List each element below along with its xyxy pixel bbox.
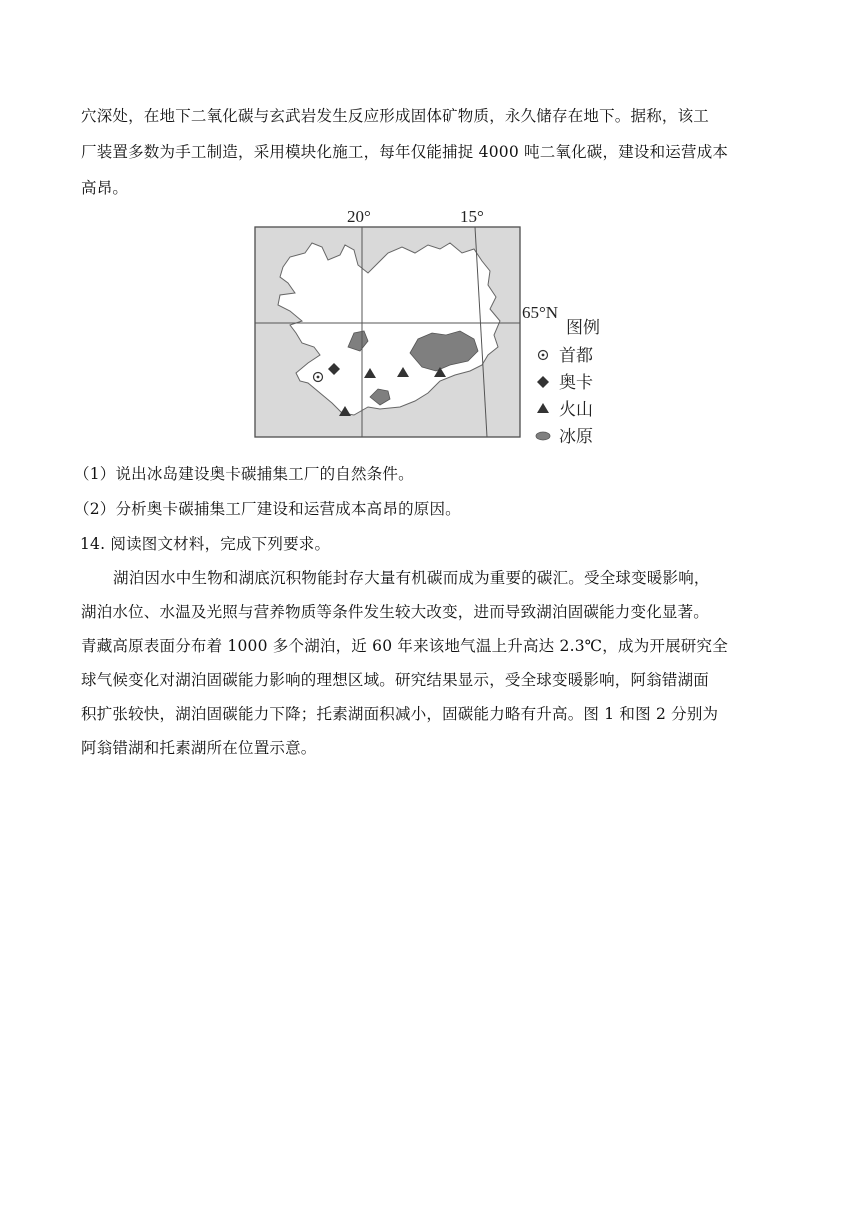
legend-item-volcano: [537, 400, 593, 420]
lat-label-65: 65°N: [522, 303, 559, 322]
lon-label-20: 20°: [347, 207, 371, 226]
q14-line: 青藏高原表面分布着 1000 多个湖泊，近 60 年来该地气温上升高达 2.3℃，成为开展研究全: [81, 637, 728, 655]
paragraph-line: 高昂。: [81, 179, 129, 197]
glacier-icon: [536, 432, 550, 440]
paragraph-line: 厂装置多数为手工制造，采用模块化施工，每年仅能捕捉 4000 吨二氧化碳，建设和运营成本: [81, 143, 729, 161]
legend-label: 首都: [559, 346, 593, 366]
q14-line: 阿翁错湖和托素湖所在位置示意。: [81, 739, 317, 757]
diamond-icon: [537, 376, 549, 388]
paragraph-line: 穴深处，在地下二氧化碳与玄武岩发生反应形成固体矿物质，永久储存在地下。据称，该工: [81, 107, 710, 125]
legend-item-oka: [537, 373, 593, 393]
q14-line: 积扩张较快，湖泊固碳能力下降；托素湖面积减小，固碳能力略有升高。图 1 和图 2 分别为: [81, 705, 719, 723]
capital-icon: [314, 373, 323, 382]
lon-label-15: 15°: [460, 207, 484, 226]
question-2: （2）分析奥卡碳捕集工厂建设和运营成本高昂的原因。: [74, 500, 461, 518]
triangle-icon: [537, 403, 549, 413]
q14-line: 湖泊因水中生物和湖底沉积物能封存大量有机碳而成为重要的碳汇。受全球变暖影响，: [113, 569, 710, 587]
legend-label: 火山: [559, 400, 593, 420]
question-14-heading: 14. 阅读图文材料，完成下列要求。: [80, 535, 331, 553]
iceland-map: [250, 205, 610, 450]
legend-label: 奥卡: [559, 373, 593, 393]
question-1: （1）说出冰岛建设奥卡碳捕集工厂的自然条件。: [74, 465, 414, 483]
q14-line: 球气候变化对湖泊固碳能力影响的理想区域。研究结果显示，受全球变暖影响，阿翁错湖面: [81, 671, 710, 689]
legend-item-capital: [539, 346, 594, 366]
q14-line: 湖泊水位、水温及光照与营养物质等条件发生较大改变，进而导致湖泊固碳能力变化显著。: [81, 603, 710, 621]
legend-label: 冰原: [559, 427, 593, 447]
legend-item-glacier: [536, 427, 593, 447]
legend-title: 图例: [566, 318, 600, 338]
